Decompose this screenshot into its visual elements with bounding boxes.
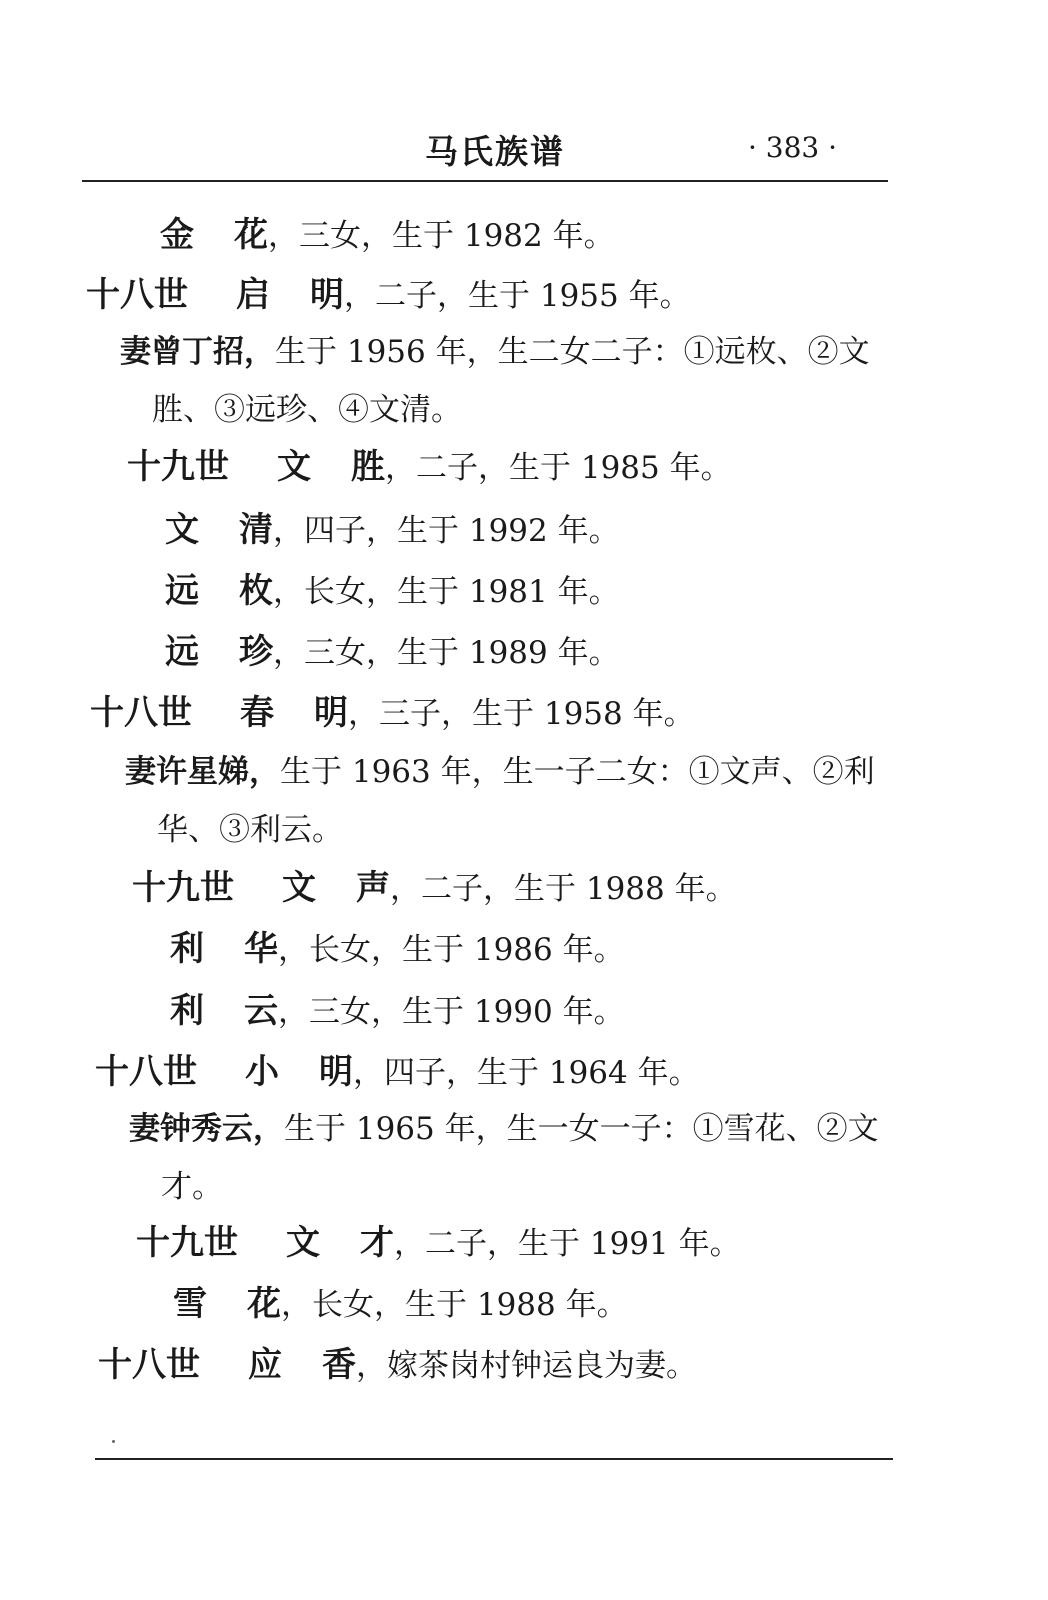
person-desc: ，三女，生于 1989 年。 bbox=[273, 635, 620, 671]
entry-line bbox=[170, 991, 625, 1032]
person-name: 文声 bbox=[282, 868, 430, 908]
wife-desc: 生于 1965 年，生一女一子：①雪花、②文才。 bbox=[161, 1111, 879, 1205]
scan-speck bbox=[112, 1440, 115, 1443]
entry-line bbox=[165, 510, 620, 551]
wife-entry bbox=[125, 743, 929, 859]
generation-label: 十九世 bbox=[127, 447, 229, 487]
entry-line bbox=[86, 275, 691, 316]
entry-line bbox=[98, 1345, 697, 1386]
person-name: 利云 bbox=[170, 991, 318, 1031]
entry-line bbox=[132, 868, 737, 909]
generation-label: 十九世 bbox=[132, 868, 234, 908]
entry-line bbox=[127, 447, 732, 488]
person-desc: ，四子，生于 1964 年。 bbox=[353, 1055, 700, 1091]
entry-line bbox=[173, 1284, 628, 1325]
entry-line bbox=[160, 215, 615, 256]
header-rule bbox=[82, 180, 888, 182]
wife-entry bbox=[120, 323, 924, 439]
person-name: 文才 bbox=[286, 1223, 434, 1263]
person-desc: ，三女，生于 1990 年。 bbox=[278, 994, 625, 1030]
wife-name: 妻曾丁招， bbox=[120, 334, 275, 370]
person-desc: ，二子，生于 1991 年。 bbox=[394, 1226, 741, 1262]
entry-line bbox=[90, 693, 695, 734]
person-name: 雪花 bbox=[173, 1284, 321, 1324]
person-name: 春明 bbox=[240, 693, 388, 733]
entry-line bbox=[165, 571, 620, 612]
generation-label: 十八世 bbox=[98, 1345, 200, 1385]
generation-label: 十八世 bbox=[90, 693, 192, 733]
person-desc: ，长女，生于 1986 年。 bbox=[278, 932, 625, 968]
wife-entry bbox=[129, 1100, 933, 1216]
person-name: 应香 bbox=[248, 1345, 396, 1385]
entry-line bbox=[165, 632, 620, 673]
person-name: 远珍 bbox=[165, 632, 313, 672]
person-name: 利华 bbox=[170, 929, 318, 969]
person-name: 金花 bbox=[160, 215, 308, 255]
person-desc: ，二子，生于 1955 年。 bbox=[344, 278, 691, 314]
generation-label: 十九世 bbox=[136, 1223, 238, 1263]
person-name: 远枚 bbox=[165, 571, 313, 611]
person-desc: ，长女，生于 1988 年。 bbox=[281, 1287, 628, 1323]
person-desc: ，三子，生于 1958 年。 bbox=[348, 696, 695, 732]
running-head-title: 马氏族谱 bbox=[425, 132, 565, 171]
entry-line bbox=[170, 929, 625, 970]
page-number: · 383 · bbox=[748, 131, 838, 164]
generation-label: 十八世 bbox=[95, 1052, 197, 1092]
person-desc: ，四子，生于 1992 年。 bbox=[273, 513, 620, 549]
footer-rule bbox=[95, 1458, 893, 1460]
wife-desc: 生于 1956 年，生二女二子：①远枚、②文胜、③远珍、④文清。 bbox=[152, 334, 870, 428]
person-name: 小明 bbox=[245, 1052, 393, 1092]
wife-name: 妻钟秀云， bbox=[129, 1111, 284, 1147]
wife-desc: 生于 1963 年，生一子二女：①文声、②利华、③利云。 bbox=[157, 754, 875, 848]
person-name: 文清 bbox=[165, 510, 313, 550]
person-desc: ，嫁茶岗村钟运良为妻。 bbox=[356, 1348, 697, 1384]
generation-label: 十八世 bbox=[86, 275, 188, 315]
person-desc: ，二子，生于 1988 年。 bbox=[390, 871, 737, 907]
entry-line bbox=[136, 1223, 741, 1264]
person-desc: ，三女，生于 1982 年。 bbox=[268, 218, 615, 254]
wife-name: 妻许星娣， bbox=[125, 754, 280, 790]
entry-line bbox=[95, 1052, 700, 1093]
person-name: 启明 bbox=[236, 275, 384, 315]
person-desc: ，二子，生于 1985 年。 bbox=[385, 450, 732, 486]
person-desc: ，长女，生于 1981 年。 bbox=[273, 574, 620, 610]
person-name: 文胜 bbox=[277, 447, 425, 487]
